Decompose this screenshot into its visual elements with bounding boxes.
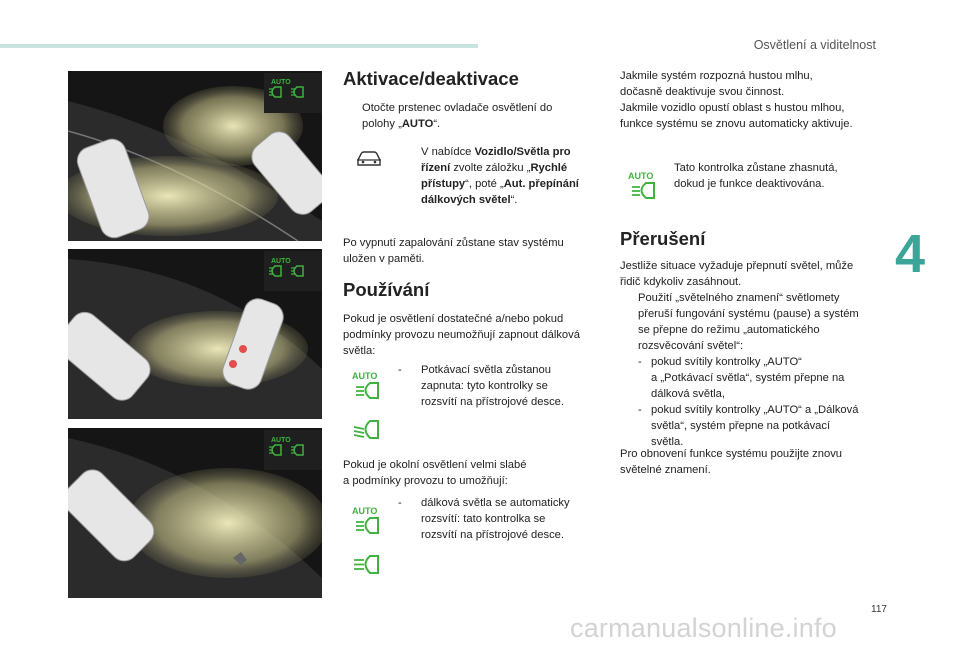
svg-text:AUTO: AUTO xyxy=(628,171,654,181)
auto-headlight-icon xyxy=(350,370,384,409)
low-beam-description: Potkávací světla zůstanou zapnuta: tyto kontrolky se rozsvítí na přístrojové desce. xyxy=(421,364,565,408)
lamp-off-note: Tato kontrolka zůstane zhasnutá, dokud je funkce deaktivována. xyxy=(674,162,838,190)
heading-interruption: Přerušení xyxy=(620,228,706,249)
chapter-number: 4 xyxy=(895,224,926,284)
heading-usage: Používání xyxy=(343,279,430,300)
auto-lowbeam-dashboard-icons xyxy=(267,75,313,108)
svg-text:AUTO: AUTO xyxy=(352,506,378,516)
case-auto-highbeam: pokud svítily kontrolky „AUTO“ a „Dálková světla“, systém přepne na potkávací světla. xyxy=(651,404,859,448)
page-number: 117 xyxy=(871,604,887,615)
dash-marker: - xyxy=(638,404,642,416)
auto-label-icon: AUTO xyxy=(271,79,291,86)
flash-signal-step: Použití „světelného znamení“ světlomety přeruší fungování systému (pause) a systém se přepne do režimu „automatického rozsvěcování světel“: xyxy=(638,292,859,352)
section-title: Osvětlení a viditelnost xyxy=(753,38,876,52)
heading-activation: Aktivace/deaktivace xyxy=(343,68,519,89)
memory-note: Po vypnutí zapalování zůstane stav systému uložen v paměti. xyxy=(343,237,564,265)
auto-headlight-icon xyxy=(350,505,384,544)
header-bar xyxy=(0,44,478,48)
auto-lowbeam-dashboard-icons-2 xyxy=(267,254,313,287)
watermark: carmanualsonline.info xyxy=(570,613,837,643)
svg-text:AUTO: AUTO xyxy=(352,371,378,381)
case-auto-lowbeam: pokud svítily kontrolky „AUTO“ a „Potkávací světla“, systém přepne na dálková světla, xyxy=(651,356,845,400)
low-beam-icon xyxy=(350,419,384,446)
usage-conditions: Pokud je osvětlení dostatečné a/nebo pokud podmínky provozu neumožňují zapnout dálková světla: xyxy=(343,313,580,357)
dash-marker: - xyxy=(638,356,642,368)
step-rotate-ring: Otočte prstenec ovladače osvětlení do polohy „AUTO“. xyxy=(362,102,553,130)
interruption-intro: Jestliže situace vyžaduje přepnutí světel, může řidič kdykoliv zasáhnout. xyxy=(620,260,854,288)
low-light-conditions: Pokud je okolní osvětlení velmi slabé a podmínky provozu to umožňují: xyxy=(343,459,527,487)
fog-note: Jakmile systém rozpozná hustou mlhu, dočasně deaktivuje svou činnost. Jakmile vozidlo opustí oblast s hustou mlhou, funkce systému se znovu automaticky aktivuje. xyxy=(620,70,853,130)
car-settings-icon xyxy=(355,148,383,173)
auto-highbeam-dashboard-icons xyxy=(267,433,313,466)
high-beam-description: dálková světla se automaticky rozsvítí: tato kontrolka se rozsvítí na přístrojové desce. xyxy=(421,497,570,541)
dash-marker: - xyxy=(398,497,402,509)
high-beam-icon xyxy=(350,554,384,581)
svg-text:AUTO: AUTO xyxy=(271,437,291,444)
svg-text:AUTO: AUTO xyxy=(271,258,291,265)
auto-headlight-off-icon xyxy=(626,170,660,209)
step-menu-selection: V nabídce Vozidlo/Světla pro řízení zvolte záložku „Rychlé přístupy“, poté „Aut. přepínání dálkových světel“. xyxy=(421,146,579,206)
dash-marker: - xyxy=(398,364,402,376)
restore-note: Pro obnovení funkce systému použijte znovu světelné znamení. xyxy=(620,448,843,476)
